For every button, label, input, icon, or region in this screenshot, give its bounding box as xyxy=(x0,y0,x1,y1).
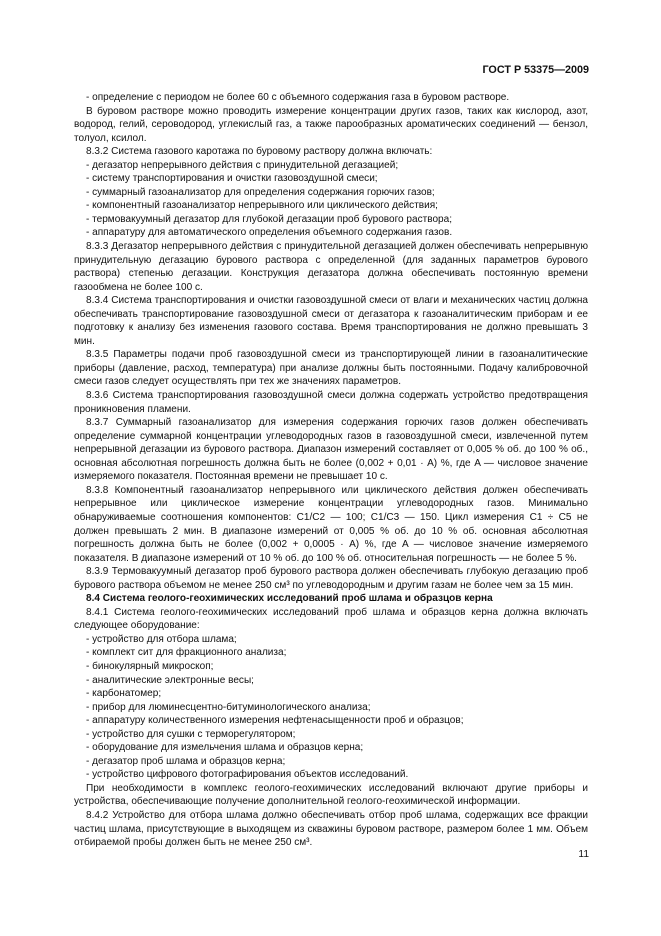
list-item: - аналитические электронные весы; xyxy=(74,674,588,688)
list-item: - устройство для отбора шлама; xyxy=(74,633,588,647)
paragraph-8-3-4: 8.3.4 Система транспортирования и очистки газовоздушной смеси от влаги и механических частиц должна обеспечивать транспортирование газовоздушной смеси от дегазатора к газоаналитическим приборам и ее подготовку к анализу без изменения газового состава. Время транспортирования не должно превышать 3 мин. xyxy=(74,295,588,347)
paragraph-8-4-1: 8.4.1 Система геолого-геохимических исследований проб шлама и образцов керна должна включать следующее оборудование: xyxy=(74,606,588,632)
paragraph-gases: В буровом растворе можно проводить измерение концентрации других газов, таких как кислород, азот, водород, гелий, сероводород, углекислый газ, а также парообразных ароматических соединений — бензол, толуол, ксилол. xyxy=(74,105,588,144)
section-heading-8-4: 8.4 Система геолого-геохимических исследований проб шлама и образцов керна xyxy=(86,593,493,605)
paragraph-other-equipment: При необходимости в комплекс геолого-геохимических исследований включают другие приборы и устройства, обеспечивающие получение дополнительной геолого-геохимической информации. xyxy=(74,782,588,808)
list-item: - оборудование для измельчения шлама и образцов керна; xyxy=(74,741,588,755)
paragraph-8-3-7: 8.3.7 Суммарный газоанализатор для измерения содержания горючих газов должен обеспечивать определение суммарной концентрации углеводородных газов в газовоздушной смеси, извлеченной путем непрерывной дегазации из бурового раствора. Диапазон измерений составляет от 0,005 % об. до 100 % об., основная абсолютная погрешность должна быть не более (0,002 + 0,01 · A) %, где A — числовое значение измеряемого показателя. Постоянная времени не превышает 10 с. xyxy=(74,417,588,483)
paragraph-8-4-2: 8.4.2 Устройство для отбора шлама должно обеспечивать отбор проб шлама, содержащих все фракции частиц шлама, присутствующие в выходящем из скважины буровом растворе, размером более 1 мм. Объем отбираемой пробы должен быть не менее 250 см³. xyxy=(74,809,588,849)
list-item: - определение с периодом не более 60 с объемного содержания газа в буровом растворе. xyxy=(74,91,588,105)
standard-header: ГОСТ Р 53375—2009 xyxy=(482,64,589,76)
list-item: - бинокулярный микроскоп; xyxy=(74,660,588,674)
list-item: - прибор для люминесцентно-битуминологического анализа; xyxy=(74,701,588,715)
list-item: - термовакуумный дегазатор для глубокой дегазации проб бурового раствора; xyxy=(74,213,588,227)
list-item: - дегазатор непрерывного действия с принудительной дегазацией; xyxy=(74,159,588,173)
list-item: - компонентный газоанализатор непрерывного или циклического действия; xyxy=(74,199,588,213)
list-8-4-1 xyxy=(74,633,588,782)
list-item: - систему транспортирования и очистки газовоздушной смеси; xyxy=(74,172,588,186)
list-8-3-2 xyxy=(74,159,588,240)
page-number: 11 xyxy=(578,849,589,860)
document-body xyxy=(74,91,588,850)
list-item: - устройство для сушки с терморегулятором; xyxy=(74,728,588,742)
list-item: - комплект сит для фракционного анализа; xyxy=(74,646,588,660)
list-item: - аппаратуру для автоматического определения объемного содержания газов. xyxy=(74,226,588,240)
paragraph-8-3-9: 8.3.9 Термовакуумный дегазатор проб бурового раствора должен обеспечивать глубокую дегазацию проб бурового раствора объемом не менее 250 см³ по углеводородным и другим газам не более чем за 15 мин. xyxy=(74,566,588,591)
paragraph-8-3-5: 8.3.5 Параметры подачи проб газовоздушной смеси из транспортирующей линии в газоаналитические приборы (давление, расход, температура) при анализе должны быть постоянными. Подачу калибровочной смеси газов следует осуществлять при тех же значениях параметров. xyxy=(74,349,588,388)
paragraph-8-3-2: 8.3.2 Система газового каротажа по буровому раствору должна включать: xyxy=(86,146,433,158)
paragraph-8-3-6: 8.3.6 Система транспортирования газовоздушной смеси должна содержать устройство предотвращения проникновения пламени. xyxy=(74,390,588,415)
paragraph-8-3-3: 8.3.3 Дегазатор непрерывного действия с принудительной дегазацией должен обеспечивать непрерывную принудительную дегазацию бурового раствора с определенной (для заданных параметров бурового раствора) степенью дегазации. Конструкция дегазатора должна обеспечивать постоянную времени газообмена не более 100 с. xyxy=(74,241,588,293)
list-item: - карбонатомер; xyxy=(74,687,588,701)
paragraph-8-3-8: 8.3.8 Компонентный газоанализатор непрерывного или циклического действия должен обеспечивать непрерывное или циклическое измерение концентрации углеводородных газов. Минимально обнаруживаемые соотношения компонентов: C1/C2 — 100; C1/C3 — 150. Цикл измерения C1 ÷ C5 не должен превышать 2 мин. В диапазоне измерений от 0,005 % об. до 10 % об. основная абсолютная погрешность должна быть не более (0,002 + 0,0005 · A) %, где A — числовое значение измеряемого показателя. В диапазоне измерений от 10 % об. до 100 % об. относительная погрешность — не более 5 %. xyxy=(74,484,588,564)
list-item: - суммарный газоанализатор для определения содержания горючих газов; xyxy=(74,186,588,200)
list-item: - аппаратуру количественного измерения нефтенасыщенности проб и образцов; xyxy=(74,714,588,728)
intro-list xyxy=(74,91,588,105)
list-item: - дегазатор проб шлама и образцов керна; xyxy=(74,755,588,769)
list-item: - устройство цифрового фотографирования объектов исследований. xyxy=(74,768,588,782)
